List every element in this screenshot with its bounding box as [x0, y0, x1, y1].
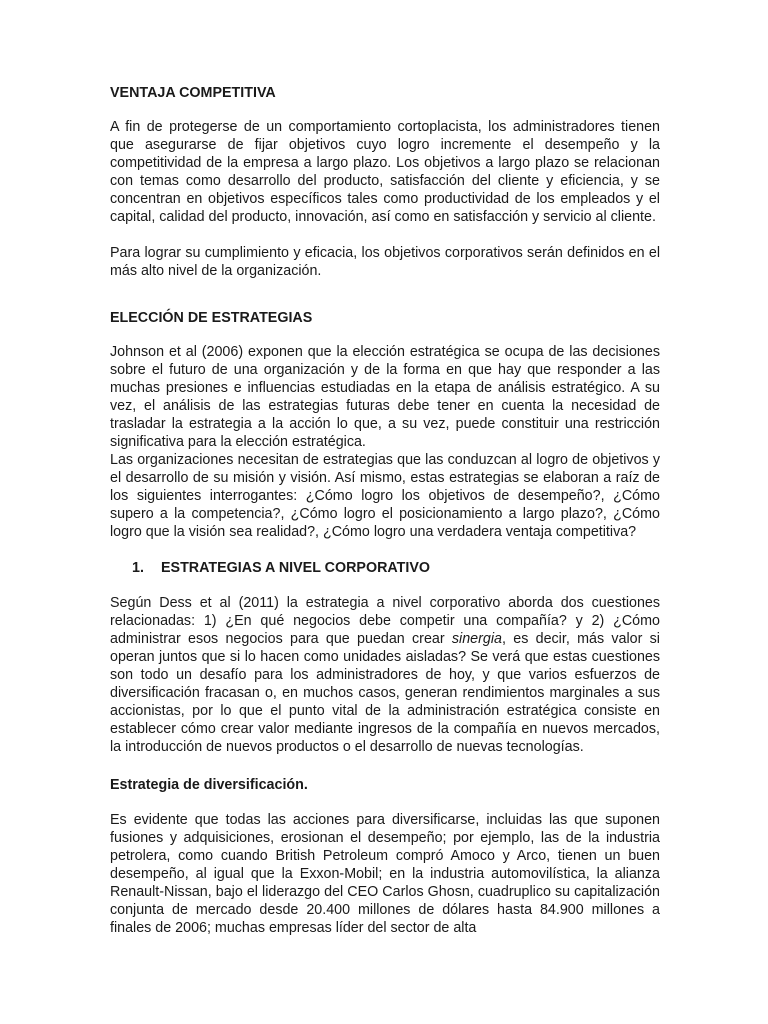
paragraph-eleccion-1: Johnson et al (2006) exponen que la elección estratégica se ocupa de las decisiones sobre el futuro de una organización y de la forma en que hay que responder a las muchas presiones e influencias estudiadas en la etapa de análisis estratégico. A su vez, el análisis de las estrategias futuras debe tener en cuenta la necesidad de trasladar la estrategia a la acción lo que, a su vez, puede constituir una restricción significativa para la elección estratégica. [110, 344, 660, 450]
paragraph-diversificacion: Es evidente que todas las acciones para diversificarse, incluidas las que suponen fusiones y adquisiciones, erosionan el desempeño; por ejemplo, las de la industria petrolera, como cuando British Petroleum compró Amoco y Arco, tienen un buen desempeño, al igual que la Exxon-Mobil; en la industria automovilística, la alianza Renault-Nissan, bajo el liderazgo del CEO Carlos Ghosn, cuadruplico su capitalización conjunta de mercado desde 20.400 millones de dólares hasta 84.900 millones a finales de 2006; muchas empresas líder del sector de alta [110, 812, 660, 936]
paragraph-corporativo [110, 594, 660, 756]
heading-estrategia-diversificacion: Estrategia de diversificación. [110, 777, 308, 793]
paragraph-corporativo-part-a: Según Dess et al (2011) la estrategia a nivel corporativo aborda dos cuestiones relacionadas: 1) ¿En qué negocios debe competir una compañía? y 2) ¿Cómo administrar esos negocios para que puedan crear [110, 595, 660, 647]
heading-estrategias-corporativo: ESTRATEGIAS A NIVEL CORPORATIVO [161, 560, 431, 576]
list-number: 1. [132, 560, 144, 576]
document-page [110, 84, 660, 937]
paragraph-eleccion-2: Las organizaciones necesitan de estrategias que las conduzcan al logro de objetivos y el desarrollo de su misión y visión. Así mismo, estas estrategias se elaboran a raíz de los siguientes interrogantes: ¿Cómo logro los objetivos de desempeño?, ¿Cómo supero a la competencia?, ¿Cómo logro el posicionamiento a largo plazo?, ¿Cómo logro que la visión sea realidad?, ¿Cómo logro una verdadera ventaja competitiva? [110, 452, 660, 540]
heading-ventaja-competitiva: VENTAJA COMPETITIVA [110, 85, 276, 101]
heading-eleccion-estrategias: ELECCIÓN DE ESTRATEGIAS [110, 310, 313, 326]
paragraph-ventaja-1: A fin de protegerse de un comportamiento cortoplacista, los administradores tienen que asegurarse de fijar objetivos cuyo logro incremente el desempeño y la competitividad de la empresa a largo plazo. Los objetivos a largo plazo se relacionan con temas como desarrollo del producto, satisfacción del cliente y eficiencia, y se concentran en objetivos específicos tales como productividad de los empleados y el capital, calidad del producto, innovación, así como en satisfacción y servicio al cliente. [110, 119, 660, 225]
paragraph-corporativo-part-b: , es decir, más valor si operan juntos que si lo hacen como unidades aisladas? Se verá que estas cuestiones son todo un desafío para los administradores de hoy, y que varios esfuerzos de diversificación fracasan o, en muchos casos, generan rendimientos marginales a sus accionistas, por lo que el punto vital de la administración estratégica consiste en establecer cómo crear valor mediante ingresos de la compañía en nuevos mercados, la introducción de nuevos productos o el desarrollo de nuevas tecnologías. [110, 631, 660, 755]
list-item-estrategias-corporativo [132, 559, 660, 577]
emphasis-sinergia: sinergia [451, 631, 502, 647]
paragraph-ventaja-2: Para lograr su cumplimiento y eficacia, los objetivos corporativos serán definidos en el más alto nivel de la organización. [110, 245, 660, 279]
